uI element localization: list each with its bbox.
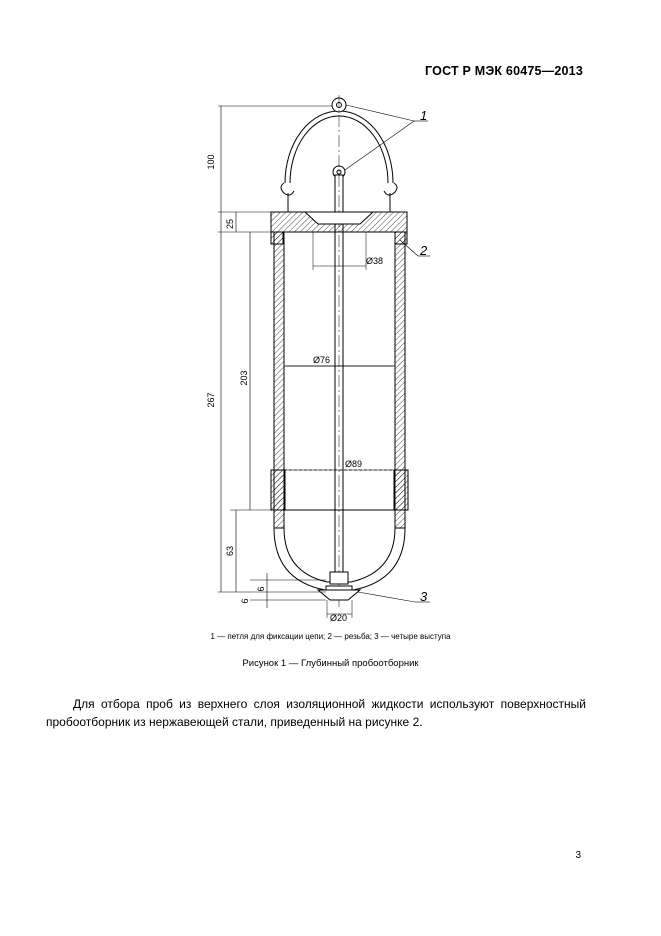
dim-diam89: Ø89 (345, 459, 363, 469)
body-paragraph: Для отбора проб из верхнего слоя изоляционной жидкости используют поверхностный пробоотборник из нержавеющей стали, приведенный на рисунке 2. (46, 697, 586, 729)
dim-100: 100 (206, 154, 216, 170)
figure-caption: Рисунок 1 — Глубинный пробоотборник (242, 658, 419, 669)
callout-2: 2 (420, 243, 428, 258)
callout-3: 3 (420, 589, 428, 604)
bottom-nut (330, 572, 348, 584)
dim-diam20: Ø20 (330, 613, 348, 623)
callout-1: 1 (420, 108, 428, 123)
dim-267: 267 (206, 392, 216, 408)
dim-63: 63 (225, 545, 235, 557)
dim-203: 203 (239, 370, 249, 386)
dim-25: 25 (225, 218, 235, 230)
page-number: 3 (575, 850, 581, 861)
dim-diam38: Ø38 (366, 256, 384, 266)
dim-diam76: Ø76 (313, 355, 331, 365)
document-header: ГОСТ Р МЭК 60475—2013 (425, 64, 583, 78)
dim-6a: 6 (256, 586, 266, 592)
dim-6b: 6 (240, 598, 250, 604)
figure-legend: 1 — петля для фиксации цепи; 2 — резьба; 3 — четыре выступа (210, 632, 451, 641)
